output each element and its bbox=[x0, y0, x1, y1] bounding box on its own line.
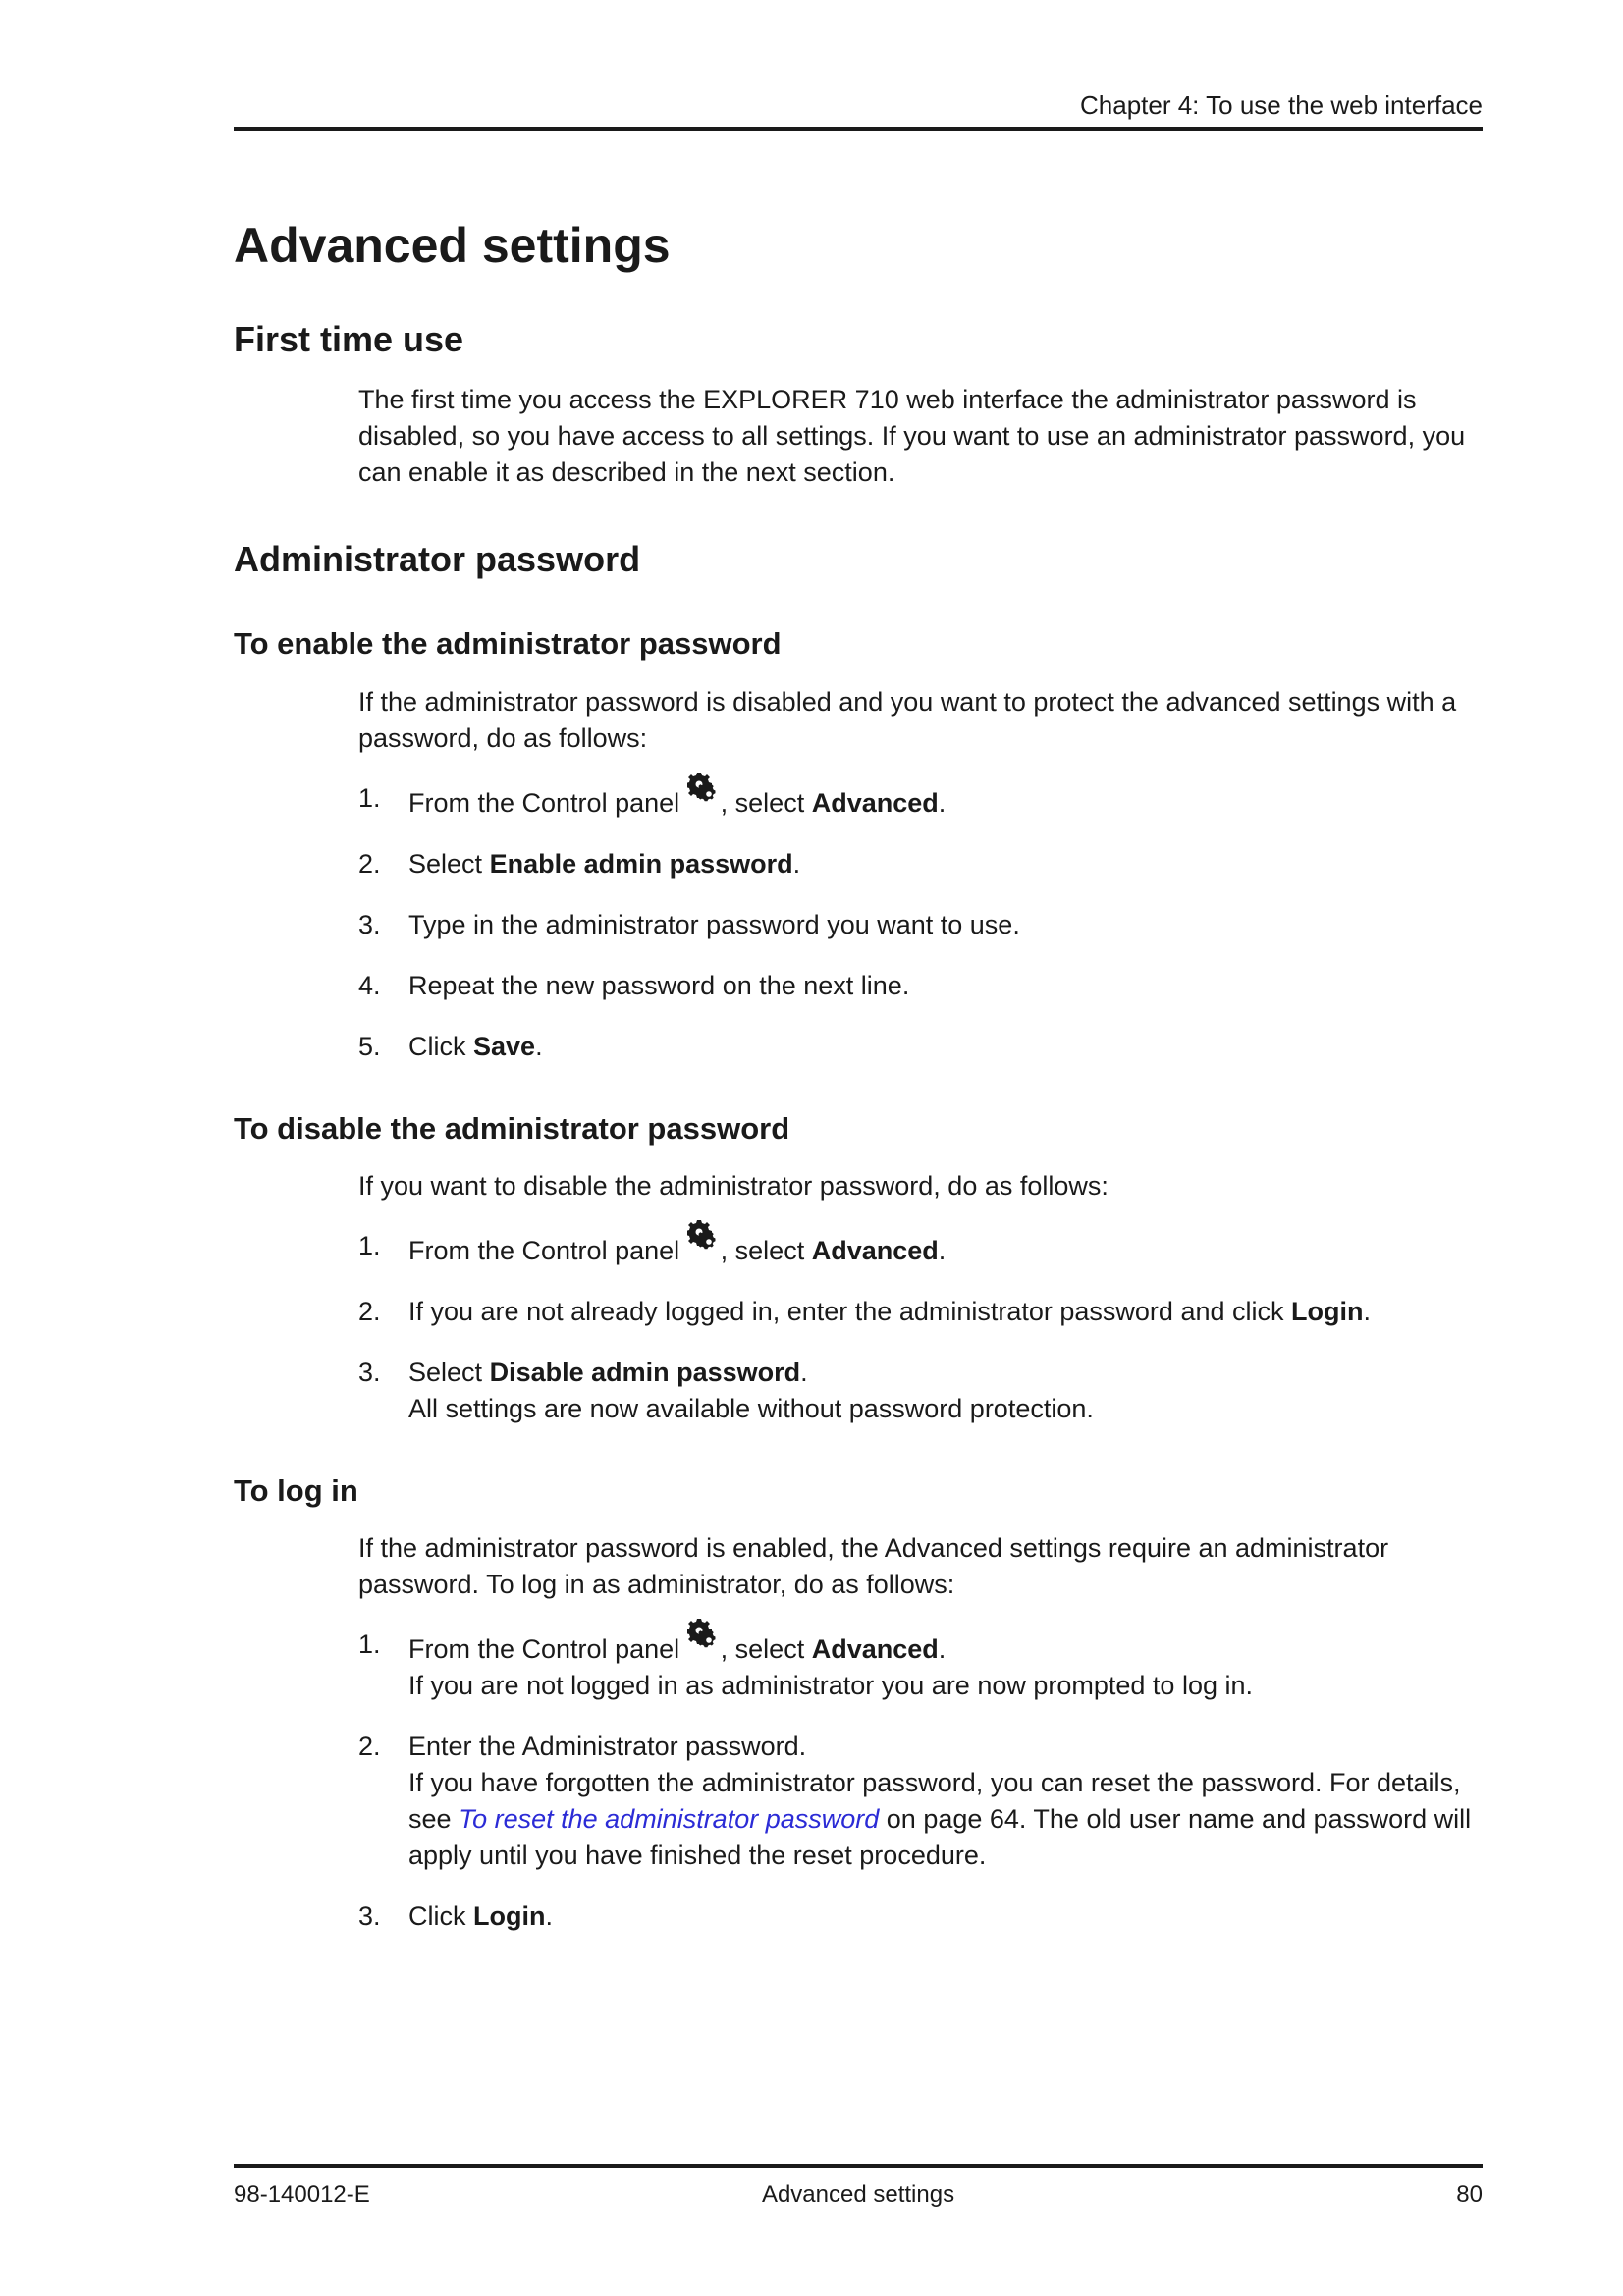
control-panel-gears-icon bbox=[687, 771, 721, 804]
reset-password-link[interactable]: To reset the administrator password bbox=[459, 1803, 880, 1834]
disable-intro: If you want to disable the administrator password, do as follows: bbox=[358, 1170, 1109, 1201]
list-item: 5. Click Save. bbox=[358, 1031, 543, 1061]
control-panel-gears-icon bbox=[687, 1218, 721, 1252]
login-steps bbox=[358, 1627, 1483, 1935]
list-item: 3. Click Login. bbox=[358, 1900, 554, 1931]
heading-enable-password: To enable the administrator password bbox=[234, 626, 782, 662]
header-rule bbox=[234, 127, 1483, 131]
list-item: 4. Repeat the new password on the next line. bbox=[358, 970, 910, 1000]
footer-section: Advanced settings bbox=[761, 2181, 955, 2208]
disable-steps bbox=[358, 1228, 1483, 1427]
list-item: 2. Select Enable admin password. bbox=[358, 848, 801, 879]
heading-to-log-in: To log in bbox=[234, 1472, 358, 1508]
enable-intro: If the administrator password is disabled and you want to protect the advanced settings with a password, do as follows: bbox=[358, 686, 1457, 753]
enable-steps bbox=[358, 780, 1483, 1065]
running-header: Chapter 4: To use the web interface bbox=[1080, 90, 1483, 120]
footer-rule bbox=[234, 2164, 1483, 2168]
page-content bbox=[234, 216, 1483, 1959]
list-item: 3. Type in the administrator password you want to use. bbox=[358, 909, 1020, 939]
list-item: 3. Select Disable admin password. All settings are now available without password protection. bbox=[358, 1357, 1094, 1423]
first-time-paragraph: The first time you access the EXPLORER 710 web interface the administrator password is disabled, so you have access to all settings. If you want to use an administrator password, you can enable it as described in the next section. bbox=[358, 385, 1466, 488]
heading-disable-password: To disable the administrator password bbox=[234, 1110, 790, 1146]
footer-doc-number: 98-140012-E bbox=[234, 2181, 370, 2208]
list-item: 1. From the Control panel , select Advanced. bbox=[358, 780, 1483, 822]
page-title: Advanced settings bbox=[234, 218, 671, 273]
heading-first-time-use: First time use bbox=[234, 319, 464, 359]
login-intro: If the administrator password is enabled, the Advanced settings require an administrator password. To log in as administrator, do as follows: bbox=[358, 1532, 1389, 1599]
list-item: 1. From the Control panel , select Advanced. If you are not logged in as administrator you are now prompted to log in. bbox=[358, 1627, 1483, 1704]
list-item: 2. If you are not already logged in, enter the administrator password and click Login. bbox=[358, 1296, 1372, 1326]
control-panel-gears-icon bbox=[687, 1617, 721, 1650]
footer-page-number: 80 bbox=[1456, 2181, 1483, 2208]
list-item: 1. From the Control panel , select Advanced. bbox=[358, 1228, 1483, 1269]
list-item: 2. Enter the Administrator password. If you have forgotten the administrator password, you can reset the password. For details, see To reset the administrator password on page 64. The old user name and password will apply until you have finished the reset procedure. bbox=[358, 1731, 1472, 1870]
heading-administrator-password: Administrator password bbox=[234, 539, 641, 580]
